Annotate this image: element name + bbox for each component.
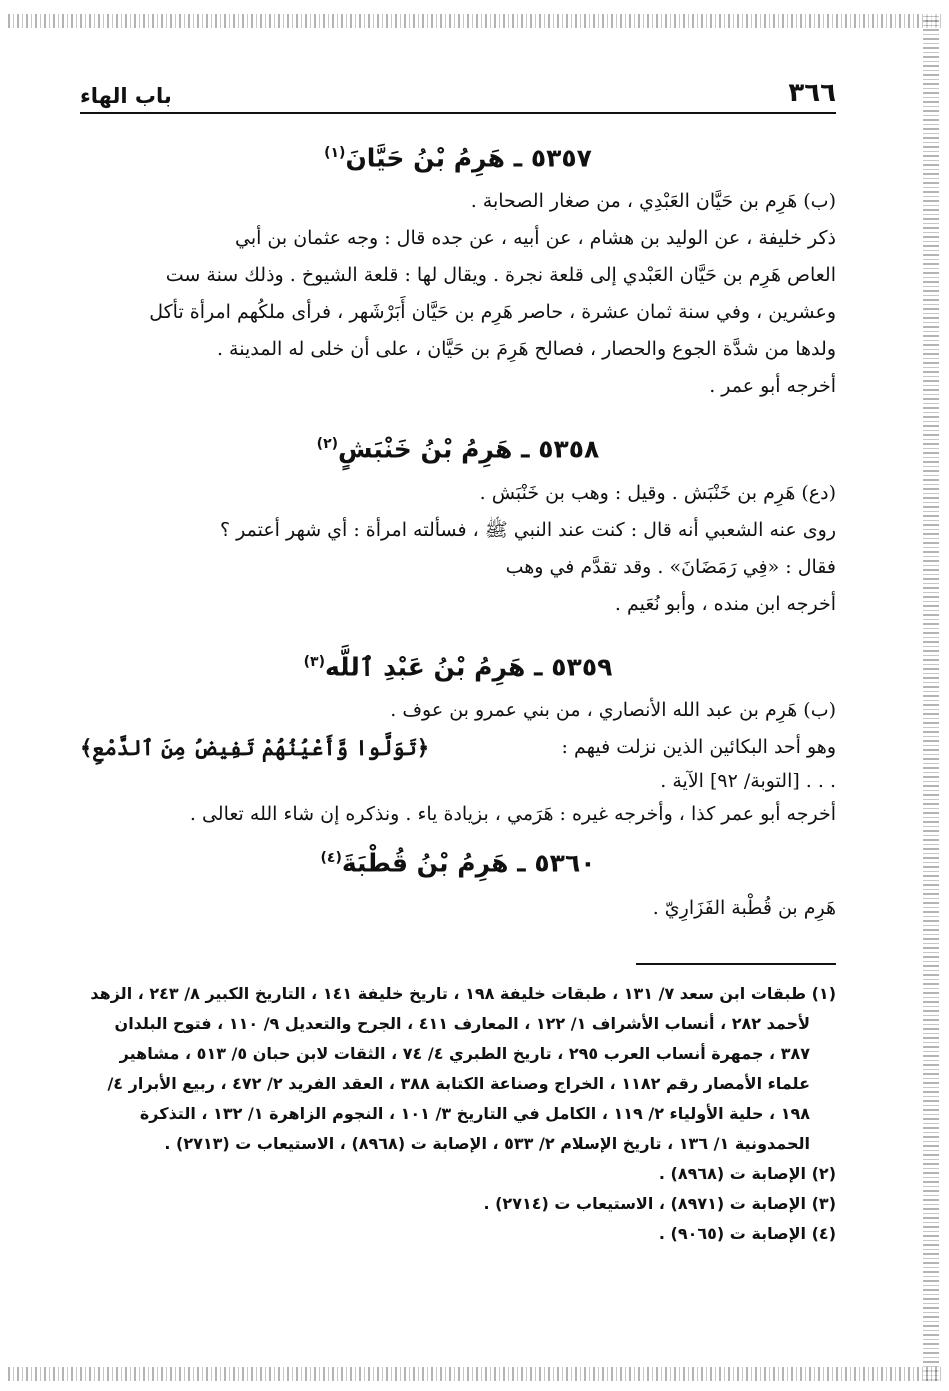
- entry-text-line: وعشرين ، وفي سنة ثمان عشرة ، حاصر هَرِم بن حَيَّان أَبَرْشَهر ، فرأى ملكُهم امرأة تأكل: [149, 301, 836, 324]
- footnotes: [80, 979, 836, 1249]
- footnote-marker: (١): [324, 145, 346, 161]
- footnote-line: (١) طبقات ابن سعد ٧/ ١٣١ ، طبقات خليفة ١٩٨ ، تاريخ خليفة ١٤١ ، التاريخ الكبير ٨/ ٢٤٣ ، الزهد: [90, 984, 836, 1004]
- entry-text-line: ذكر خليفة ، عن الوليد بن هشام ، عن أبيه ، عن جده قال : وجه عثمان بن أبي: [234, 227, 836, 250]
- footnote-marker: (٢): [316, 436, 339, 453]
- page-number: ٣٦٦: [788, 78, 836, 108]
- entry-title: [80, 841, 836, 880]
- ornamental-border-right: [923, 14, 939, 1381]
- entry-title-text: ٥٣٦٠ ـ هَرِمُ بْنُ قُطْبَةَ: [341, 848, 596, 878]
- entry-title-text: ٥٣٥٧ ـ هَرِمُ بْنُ حَيَّانَ: [345, 143, 592, 173]
- footnote-marker: (٣): [303, 653, 325, 670]
- footnote-separator: [636, 963, 836, 965]
- entry-text-line: أخرجه ابن منده ، وأبو نُعَيم .: [614, 592, 836, 615]
- footnote-line: (٢) الإصابة ت (٨٩٦٨) .: [658, 1164, 836, 1184]
- footnote-line: لأحمد ٢٨٢ ، أنساب الأشراف ١/ ١٢٢ ، المعارف ٤١١ ، الجرح والتعديل ٩/ ١١٠ ، فتوح البلدان: [114, 1014, 810, 1034]
- entry-text-line: ولدها من شدَّة الجوع والحصار ، فصالح هَرِمَ بن حَيَّان ، على أن خلى له المدينة .: [216, 338, 836, 361]
- footnote-line: الحمدونية ١/ ١٣٦ ، تاريخ الإسلام ٢/ ٥٣٣ ، الإصابة ت (٨٩٦٨) ، الاستيعاب ت (٢٧١٣) .: [164, 1134, 810, 1154]
- running-head: باب الهاء: [80, 84, 172, 108]
- entry-text-line: أخرجه أبو عمر .: [709, 375, 836, 398]
- ornamental-border-bottom: [8, 1367, 941, 1381]
- verse-reference: . . . [التوبة/ ٩٢] الآية .: [660, 769, 836, 792]
- footnote-line: (٤) الإصابة ت (٩٠٦٥) .: [658, 1224, 836, 1244]
- footnote-line: (٣) الإصابة ت (٨٩٧١) ، الاستيعاب ت (٢٧١٤) .: [483, 1194, 836, 1214]
- entry-title: [80, 136, 836, 175]
- footnote-line: ١٩٨ ، حلية الأولياء ٢/ ١١٩ ، الكامل في التاريخ ٣/ ١٠١ ، النجوم الزاهرة ١/ ١٣٢ ، التذكرة: [139, 1104, 810, 1124]
- footnote-line: ٣٨٧ ، جمهرة أنساب العرب ٢٩٥ ، تاريخ الطبري ٤/ ٧٤ ، الثقات لابن حبان ٥/ ٥١٣ ، مشاهير: [119, 1044, 810, 1064]
- ornamental-border-top: [8, 14, 941, 28]
- entry-title: [80, 427, 836, 466]
- entry-text-line: فقال : «فِي رَمَضَانَ» . وقد تقدَّم في وهب: [505, 555, 836, 578]
- entry-text-segment: وهو أحد البكائين الذين نزلت فيهم :: [561, 735, 836, 758]
- footnote-line: علماء الأمصار رقم ١١٨٢ ، الخراج وصناعة الكتابة ٣٨٨ ، العقد الفريد ٢/ ٤٧٢ ، ربيع الأبرار ٤/: [107, 1074, 810, 1094]
- entry-text-line: (دع) هَرِم بن خَنْبَش . وقيل : وهب بن خَنْبَش .: [479, 481, 836, 504]
- page-content: [80, 68, 836, 1249]
- entry-text-line: هَرِم بن قُطْبة الفَزَارِيّ .: [652, 897, 836, 920]
- entry-text-line: العاص هَرِم بن حَيَّان العَبْدي إلى قلعة نجرة . ويقال لها : قلعة الشيوخ . وذلك سنة ست: [165, 264, 836, 287]
- entry-text-line: (ب) هَرِم بن حَيَّان العَبْدِي ، من صغار الصحابة .: [470, 190, 836, 213]
- entry-title: [80, 645, 836, 684]
- entry-text-line: [80, 729, 836, 766]
- entry-text-line: (ب) هَرِم بن عبد الله الأنصاري ، من بني عمرو بن عوف .: [390, 698, 836, 721]
- entry-title-text: ٥٣٥٩ ـ هَرِمُ بْنُ عَبْدِ ٱللَّه: [325, 651, 613, 681]
- page-header: [80, 68, 836, 114]
- entry-text-line: أخرجه أبو عمر كذا ، وأخرجه غيره : هَرَمي ، بزيادة ياء . ونذكره إن شاء الله تعالى .: [189, 802, 836, 825]
- footnote-marker: (٤): [320, 849, 342, 866]
- entry-title-text: ٥٣٥٨ ـ هَرِمُ بْنُ خَنْبَشٍ: [338, 434, 600, 464]
- entry-text-line: روى عنه الشعبي أنه قال : كنت عند النبي ﷺ ، فسألته امرأة : أي شهر أعتمر ؟: [220, 518, 836, 541]
- quran-verse: ﴿تَوَلَّوا وَّأَعْيُنُهُمْ تَفِيضُ مِنَ ٱلدَّمْعِ﴾: [80, 734, 430, 760]
